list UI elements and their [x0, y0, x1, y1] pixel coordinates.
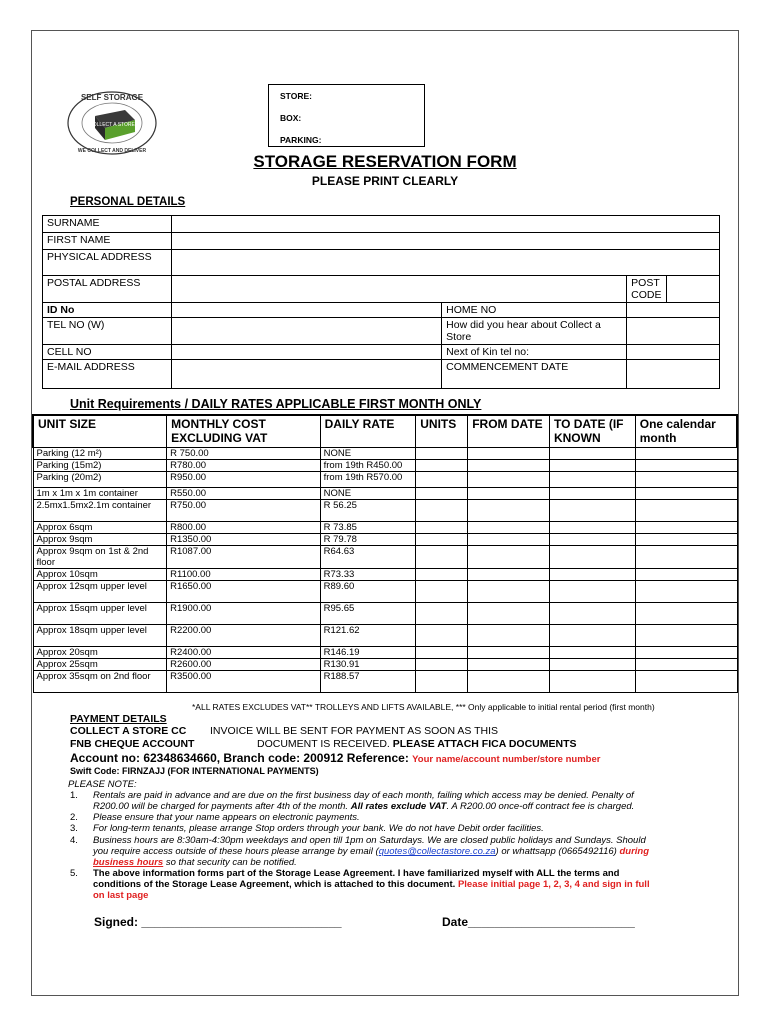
- from-date-field[interactable]: [468, 658, 550, 670]
- how-hear-label: How did you hear about Collect a Store: [442, 318, 627, 345]
- monthly-cost-cell: R2400.00: [167, 646, 321, 658]
- monthly-cost-cell: R780.00: [167, 459, 321, 471]
- post-code-label: POST CODE: [627, 276, 666, 303]
- monthly-cost-cell: R800.00: [167, 521, 321, 533]
- units-field[interactable]: [416, 487, 468, 499]
- monthly-cost-cell: R950.00: [167, 471, 321, 487]
- how-hear-field[interactable]: [627, 318, 720, 345]
- calendar-month-field[interactable]: [635, 499, 737, 521]
- daily-rate-cell: R188.57: [320, 670, 416, 692]
- personal-details-table: [42, 215, 720, 389]
- header-calendar-month: One calendar month: [635, 415, 737, 447]
- unit-size-cell: Approx 6sqm: [33, 521, 167, 533]
- monthly-cost-cell: R550.00: [167, 487, 321, 499]
- first-name-label: FIRST NAME: [43, 233, 172, 250]
- payment-details-heading: PAYMENT DETAILS: [70, 713, 167, 725]
- calendar-month-field[interactable]: [635, 580, 737, 602]
- from-date-field[interactable]: [468, 568, 550, 580]
- units-field[interactable]: [416, 580, 468, 602]
- commencement-label: COMMENCEMENT DATE: [442, 360, 627, 389]
- email-label: E-MAIL ADDRESS: [43, 360, 172, 389]
- units-field[interactable]: [416, 499, 468, 521]
- monthly-cost-cell: R2600.00: [167, 658, 321, 670]
- email-field[interactable]: [172, 360, 442, 389]
- collect-a-store-logo: [65, 88, 160, 158]
- header-from-date: FROM DATE: [468, 415, 550, 447]
- tel-w-label: TEL NO (W): [43, 318, 172, 345]
- to-date-field[interactable]: [549, 471, 635, 487]
- unit-size-cell: Parking (20m2): [33, 471, 167, 487]
- table-row: [33, 670, 737, 692]
- to-date-field[interactable]: [549, 521, 635, 533]
- invoice-text-2: DOCUMENT IS RECEIVED. PLEASE ATTACH FICA DOCUMENTS: [257, 738, 577, 750]
- commencement-field[interactable]: [627, 360, 720, 389]
- store-label: STORE:: [280, 91, 312, 101]
- post-code-field[interactable]: [666, 276, 720, 303]
- unit-size-cell: Approx 18sqm upper level: [33, 624, 167, 646]
- from-date-field[interactable]: [468, 545, 550, 568]
- to-date-field[interactable]: [549, 447, 635, 459]
- postal-address-field[interactable]: [172, 276, 627, 303]
- daily-rate-cell: R121.62: [320, 624, 416, 646]
- monthly-cost-cell: R3500.00: [167, 670, 321, 692]
- calendar-month-field[interactable]: [635, 670, 737, 692]
- unit-size-cell: Parking (15m2): [33, 459, 167, 471]
- form-subtitle: PLEASE PRINT CLEARLY: [311, 174, 459, 188]
- cell-no-label: CELL NO: [43, 345, 172, 360]
- calendar-month-field[interactable]: [635, 602, 737, 624]
- tel-w-field[interactable]: [172, 318, 442, 345]
- box-label: BOX:: [280, 113, 302, 123]
- rates-footnote: *ALL RATES EXCLUDES VAT** TROLLEYS AND LIFTS AVAILABLE, *** Only applicable to initial rental period (first month): [192, 702, 655, 712]
- units-field[interactable]: [416, 658, 468, 670]
- unit-rates-table: [32, 414, 738, 693]
- unit-size-cell: Approx 15sqm upper level: [33, 602, 167, 624]
- from-date-field[interactable]: [468, 459, 550, 471]
- calendar-month-field[interactable]: [635, 447, 737, 459]
- svg-text:COLLECT A STORE: COLLECT A STORE: [89, 122, 135, 128]
- next-of-kin-label: Next of Kin tel no:: [442, 345, 627, 360]
- unit-size-cell: Approx 35sqm on 2nd floor: [33, 670, 167, 692]
- signed-line[interactable]: Signed: ______________________________: [94, 915, 342, 929]
- email-link[interactable]: quotes@collectastore.co.za: [378, 846, 496, 857]
- units-field[interactable]: [416, 471, 468, 487]
- date-line[interactable]: Date_________________________: [442, 915, 635, 929]
- from-date-field[interactable]: [468, 521, 550, 533]
- table-row: [33, 568, 737, 580]
- calendar-month-field[interactable]: [635, 459, 737, 471]
- table-row: [33, 580, 737, 602]
- physical-address-field[interactable]: [172, 250, 720, 276]
- table-row: [33, 521, 737, 533]
- calendar-month-field[interactable]: [635, 487, 737, 499]
- daily-rate-cell: NONE: [320, 487, 416, 499]
- units-field[interactable]: [416, 624, 468, 646]
- daily-rate-cell: R95.65: [320, 602, 416, 624]
- table-row: [33, 602, 737, 624]
- unit-size-cell: Approx 9sqm: [33, 533, 167, 545]
- first-name-field[interactable]: [172, 233, 720, 250]
- units-field[interactable]: [416, 459, 468, 471]
- calendar-month-field[interactable]: [635, 646, 737, 658]
- from-date-field[interactable]: [468, 447, 550, 459]
- calendar-month-field[interactable]: [635, 624, 737, 646]
- surname-field[interactable]: [172, 216, 720, 233]
- to-date-field[interactable]: [549, 646, 635, 658]
- please-note-heading: PLEASE NOTE:: [68, 779, 137, 790]
- units-field[interactable]: [416, 447, 468, 459]
- to-date-field[interactable]: [549, 459, 635, 471]
- unit-requirements-heading: Unit Requirements / DAILY RATES APPLICABLE FIRST MONTH ONLY: [70, 397, 482, 411]
- daily-rate-cell: R 79.78: [320, 533, 416, 545]
- to-date-field[interactable]: [549, 602, 635, 624]
- calendar-month-field[interactable]: [635, 533, 737, 545]
- table-row: [33, 487, 737, 499]
- account-line: Account no: 62348634660, Branch code: 200912 Reference: Your name/account number/store number: [70, 751, 601, 765]
- note-4: Business hours are 8:30am-4:30pm weekdays and open till 1pm on Saturdays. We are closed public holidays and Sundays. Should you require access outside of these hours please arrange by email (quotes@collectastore.co.za) or whattsapp (0665492116) during business hours so that security can be notified.: [93, 835, 650, 868]
- unit-size-cell: 2.5mx1.5mx2.1m container: [33, 499, 167, 521]
- id-no-field[interactable]: [172, 303, 442, 318]
- header-to-date: TO DATE (IF KNOWN: [549, 415, 635, 447]
- note-2: Please ensure that your name appears on electronic payments.: [93, 812, 360, 823]
- header-daily-rate: DAILY RATE: [320, 415, 416, 447]
- physical-address-label: PHYSICAL ADDRESS: [43, 250, 172, 276]
- from-date-field[interactable]: [468, 499, 550, 521]
- account-type: FNB CHEQUE ACCOUNT: [70, 738, 195, 750]
- daily-rate-cell: R 73.85: [320, 521, 416, 533]
- table-row: [33, 471, 737, 487]
- header-unit-size: UNIT SIZE: [33, 415, 167, 447]
- daily-rate-cell: from 19th R570.00: [320, 471, 416, 487]
- home-no-label: HOME NO: [442, 303, 627, 318]
- to-date-field[interactable]: [549, 670, 635, 692]
- from-date-field[interactable]: [468, 487, 550, 499]
- personal-details-heading: PERSONAL DETAILS: [70, 196, 186, 208]
- swift-code: Swift Code: FIRNZAJJ (FOR INTERNATIONAL PAYMENTS): [70, 766, 319, 776]
- monthly-cost-cell: R 750.00: [167, 447, 321, 459]
- note-1: Rentals are paid in advance and are due on the first business day of each month, failing which access may be denied. Penalty of R200.00 will be charged for payments after 4th of the month. All rates exclude VAT. A R200.00 once-off contract fee is charged.: [93, 790, 635, 812]
- table-row: [33, 459, 737, 471]
- unit-size-cell: Approx 12sqm upper level: [33, 580, 167, 602]
- svg-text:SELF STORAGE: SELF STORAGE: [80, 93, 144, 102]
- to-date-field[interactable]: [549, 580, 635, 602]
- table-row: [33, 624, 737, 646]
- monthly-cost-cell: R1087.00: [167, 545, 321, 568]
- note-3: For long-term tenants, please arrange Stop orders through your bank. We do not have Debit order facilities.: [93, 823, 544, 834]
- from-date-field[interactable]: [468, 533, 550, 545]
- postal-address-label: POSTAL ADDRESS: [43, 276, 172, 303]
- units-field[interactable]: [416, 521, 468, 533]
- table-row: [33, 499, 737, 521]
- unit-size-cell: Approx 10sqm: [33, 568, 167, 580]
- next-of-kin-field[interactable]: [627, 345, 720, 360]
- to-date-field[interactable]: [549, 568, 635, 580]
- calendar-month-field[interactable]: [635, 521, 737, 533]
- to-date-field[interactable]: [549, 658, 635, 670]
- monthly-cost-cell: R1650.00: [167, 580, 321, 602]
- from-date-field[interactable]: [468, 602, 550, 624]
- table-row: [33, 447, 737, 459]
- reference-value: Your name/account number/store number: [412, 754, 601, 765]
- table-row: [33, 533, 737, 545]
- svg-text:WE COLLECT AND DELIVER: WE COLLECT AND DELIVER: [77, 148, 147, 154]
- header-units: UNITS: [416, 415, 468, 447]
- from-date-field[interactable]: [468, 646, 550, 658]
- id-no-label: ID No: [43, 303, 172, 318]
- from-date-field[interactable]: [468, 670, 550, 692]
- daily-rate-cell: R89.60: [320, 580, 416, 602]
- from-date-field[interactable]: [468, 624, 550, 646]
- calendar-month-field[interactable]: [635, 658, 737, 670]
- units-field[interactable]: [416, 646, 468, 658]
- payee-name: COLLECT A STORE CC: [70, 725, 187, 737]
- unit-size-cell: Approx 20sqm: [33, 646, 167, 658]
- monthly-cost-cell: R1900.00: [167, 602, 321, 624]
- monthly-cost-cell: R2200.00: [167, 624, 321, 646]
- home-no-field[interactable]: [627, 303, 720, 318]
- units-field[interactable]: [416, 602, 468, 624]
- calendar-month-field[interactable]: [635, 568, 737, 580]
- from-date-field[interactable]: [468, 471, 550, 487]
- units-field[interactable]: [416, 568, 468, 580]
- daily-rate-cell: R 56.25: [320, 499, 416, 521]
- units-field[interactable]: [416, 533, 468, 545]
- to-date-field[interactable]: [549, 499, 635, 521]
- to-date-field[interactable]: [549, 624, 635, 646]
- store-box: [268, 84, 425, 147]
- daily-rate-cell: NONE: [320, 447, 416, 459]
- to-date-field[interactable]: [549, 545, 635, 568]
- table-row: [33, 658, 737, 670]
- unit-size-cell: Approx 25sqm: [33, 658, 167, 670]
- form-title: STORAGE RESERVATION FORM: [253, 152, 517, 171]
- parking-label: PARKING:: [280, 135, 322, 145]
- unit-size-cell: 1m x 1m x 1m container: [33, 487, 167, 499]
- daily-rate-cell: R146.19: [320, 646, 416, 658]
- monthly-cost-cell: R1100.00: [167, 568, 321, 580]
- daily-rate-cell: R130.91: [320, 658, 416, 670]
- daily-rate-cell: R73.33: [320, 568, 416, 580]
- note-5: The above information forms part of the Storage Lease Agreement. I have familiarized myself with ALL the terms and conditions of the Storage Lease Agreement, which is attached to this document. Please initial page 1, 2, 3, 4 and sign in full on last page: [93, 868, 650, 901]
- header-monthly-cost: MONTHLY COST EXCLUDING VAT: [167, 415, 321, 447]
- calendar-month-field[interactable]: [635, 471, 737, 487]
- units-field[interactable]: [416, 670, 468, 692]
- monthly-cost-cell: R750.00: [167, 499, 321, 521]
- daily-rate-cell: R64.63: [320, 545, 416, 568]
- invoice-text: INVOICE WILL BE SENT FOR PAYMENT AS SOON AS THIS: [210, 725, 499, 737]
- calendar-month-field[interactable]: [635, 545, 737, 568]
- to-date-field[interactable]: [549, 533, 635, 545]
- table-row: [33, 545, 737, 568]
- surname-label: SURNAME: [43, 216, 172, 233]
- to-date-field[interactable]: [549, 487, 635, 499]
- from-date-field[interactable]: [468, 580, 550, 602]
- unit-size-cell: Approx 9sqm on 1st & 2nd floor: [33, 545, 167, 568]
- daily-rate-cell: from 19th R450.00: [320, 459, 416, 471]
- units-field[interactable]: [416, 545, 468, 568]
- table-row: [33, 646, 737, 658]
- cell-no-field[interactable]: [172, 345, 442, 360]
- unit-size-cell: Parking (12 m²): [33, 447, 167, 459]
- monthly-cost-cell: R1350.00: [167, 533, 321, 545]
